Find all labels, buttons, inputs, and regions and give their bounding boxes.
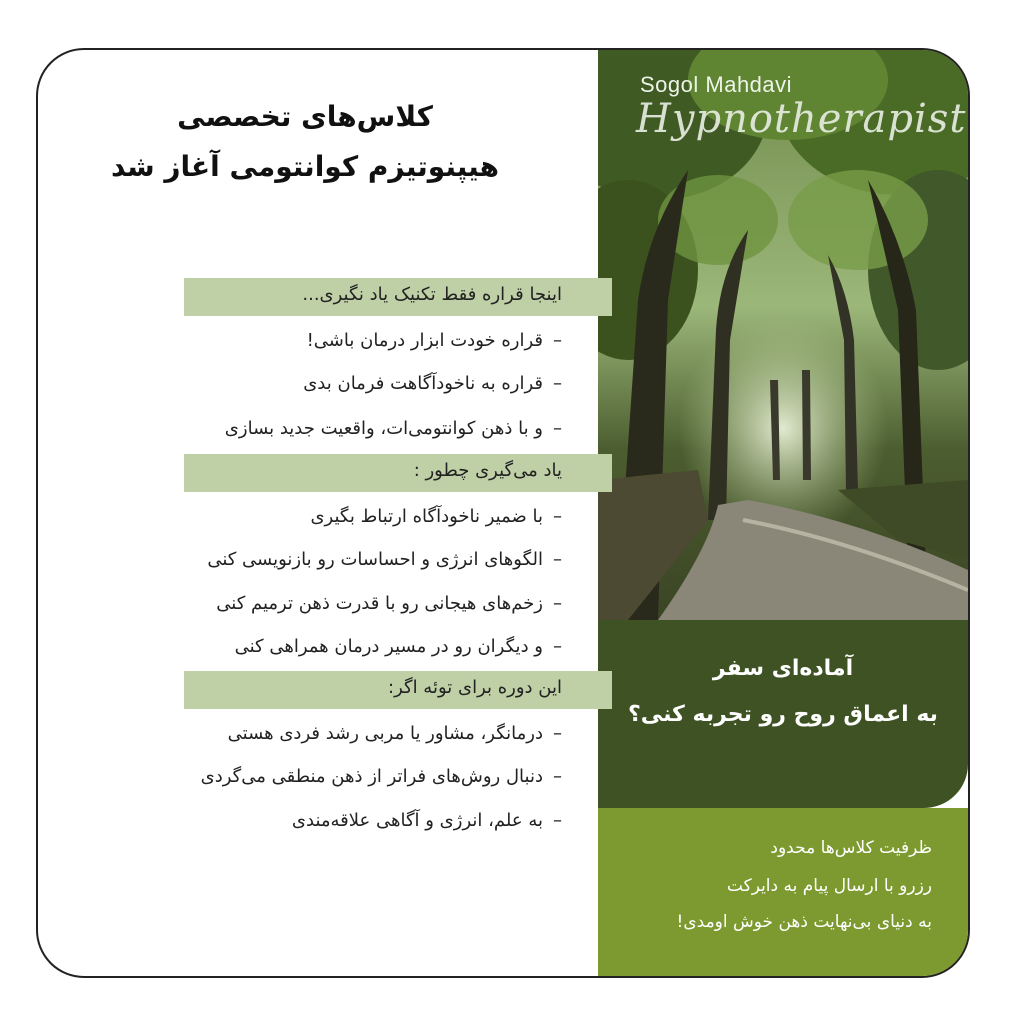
section-heading: این دوره برای توئه اگر: bbox=[388, 677, 562, 698]
section-heading: یاد می‌گیری چطور : bbox=[413, 460, 562, 481]
main-title-line-1: کلاس‌های تخصصی bbox=[177, 100, 433, 133]
cta-panel bbox=[598, 620, 968, 808]
list-item bbox=[307, 330, 562, 351]
section-heading: اینجا قراره فقط تکنیک یاد نگیری... bbox=[302, 284, 562, 305]
section-heading-band bbox=[184, 278, 612, 316]
dash: – bbox=[553, 810, 562, 831]
dash: – bbox=[553, 330, 562, 351]
list-item-text: درمانگر، مشاور یا مربی رشد فردی هستی bbox=[227, 723, 543, 744]
list-item bbox=[216, 593, 562, 614]
list-item bbox=[292, 810, 562, 831]
info-line-1: ظرفیت کلاس‌ها محدود bbox=[770, 838, 932, 858]
dash: – bbox=[553, 723, 562, 744]
list-item-text: و دیگران رو در مسیر درمان همراهی کنی bbox=[234, 636, 543, 657]
list-item bbox=[303, 373, 562, 394]
section-heading-band bbox=[184, 454, 612, 492]
info-panel bbox=[598, 808, 968, 976]
list-item bbox=[207, 549, 562, 570]
right-column bbox=[598, 50, 968, 976]
section-heading-band bbox=[184, 671, 612, 709]
list-item bbox=[225, 418, 562, 439]
cta-line-2: به اعماق روح رو تجربه کنی؟ bbox=[628, 702, 938, 727]
list-item bbox=[235, 636, 562, 657]
main-title-line-2: هیپنوتیزم کوانتومی آغاز شد bbox=[110, 150, 500, 183]
info-line-2: رزرو با ارسال پیام به دایرکت bbox=[726, 876, 932, 896]
list-item-text: دنبال روش‌های فراتر از ذهن منطقی می‌گردی bbox=[200, 766, 543, 787]
list-item-text: قراره خودت ابزار درمان باشی! bbox=[306, 330, 543, 351]
dash: – bbox=[553, 593, 562, 614]
dash: – bbox=[553, 636, 562, 657]
list-item-text: قراره به ناخودآگاهت فرمان بدی bbox=[303, 373, 543, 394]
dash: – bbox=[553, 766, 562, 787]
dash: – bbox=[553, 418, 562, 439]
cta-line-1: آماده‌ای سفر bbox=[712, 656, 854, 681]
list-item-text: و با ذهن کوانتومی‌ات، واقعیت جدید بسازی bbox=[224, 418, 543, 439]
list-item bbox=[228, 723, 562, 744]
list-item-text: الگوهای انرژی و احساسات رو بازنویسی کنی bbox=[207, 549, 543, 570]
list-item bbox=[310, 506, 562, 527]
info-line-3: به دنیای بی‌نهایت ذهن خوش اومدی! bbox=[676, 912, 932, 932]
list-item-text: به علم، انرژی و آگاهی علاقه‌مندی bbox=[291, 810, 543, 831]
list-item bbox=[201, 766, 562, 787]
list-item-text: با ضمیر ناخودآگاه ارتباط بگیری bbox=[310, 506, 543, 527]
dash: – bbox=[553, 549, 562, 570]
dash: – bbox=[553, 506, 562, 527]
brand-title: Hypnotherapist bbox=[636, 96, 967, 142]
list-item-text: زخم‌های هیجانی رو با قدرت ذهن ترمیم کنی bbox=[216, 593, 543, 614]
dash: – bbox=[553, 373, 562, 394]
brand-name: Sogol Mahdavi bbox=[640, 72, 793, 97]
